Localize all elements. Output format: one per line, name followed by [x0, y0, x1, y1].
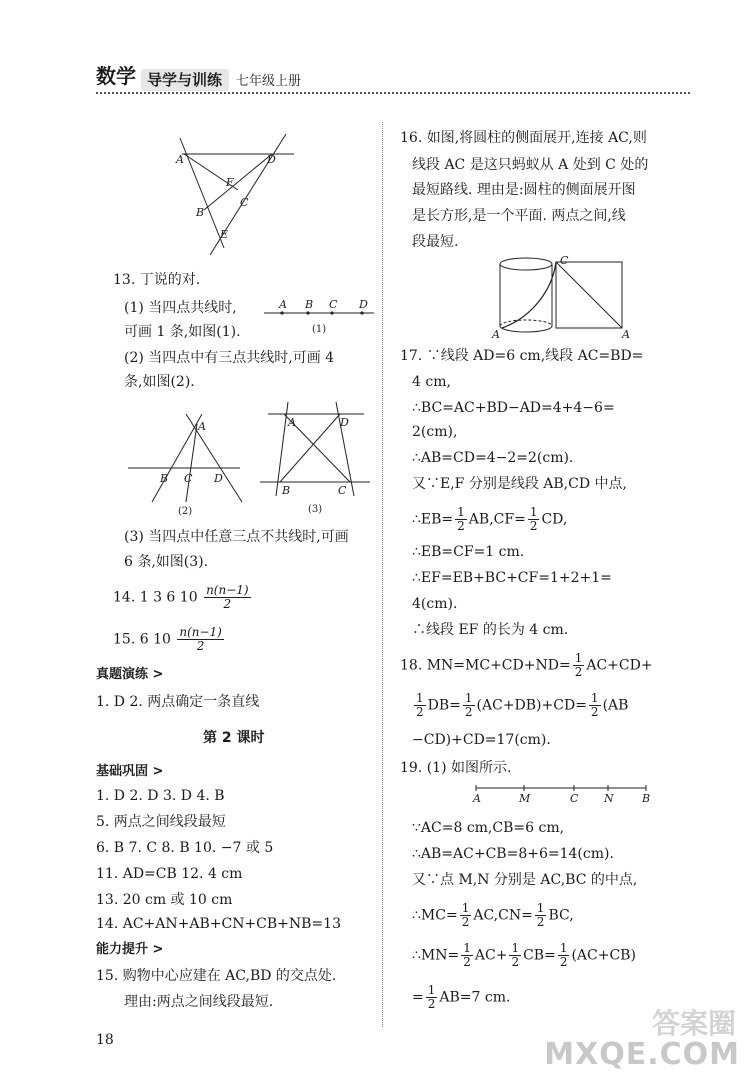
- q14-answer: [113, 584, 253, 611]
- q17-eb-eq: ∴EB=: [412, 511, 454, 528]
- q19-line2: ∵AC=8 cm,CB=6 cm,: [412, 820, 565, 836]
- q13-title: 13. 丁说的对.: [113, 272, 201, 288]
- half-den: 2: [416, 705, 424, 719]
- half-num: 1: [536, 901, 545, 915]
- column-divider: [382, 122, 383, 1027]
- watermark-url: MXQE.COM: [544, 1037, 740, 1072]
- figure-segment-amcnb: [470, 780, 660, 804]
- half-num: 1: [461, 901, 470, 915]
- series-title: 导学与训练: [147, 71, 223, 89]
- q17-line7: [412, 506, 567, 533]
- fig-label-a: A: [176, 153, 184, 166]
- q19-line1: 19. (1) 如图所示.: [400, 760, 512, 776]
- q13-case2: (2) 当四点中有三点共线时,可画 4: [124, 350, 335, 366]
- half-fraction: [573, 652, 585, 679]
- section-ability: 能力提升 >: [96, 942, 164, 957]
- fig3-caption: (3): [308, 504, 323, 515]
- q19-line7: [412, 984, 510, 1011]
- q18-acdb: (AC+DB)+CD=: [476, 697, 587, 714]
- q14-fraction: [204, 584, 251, 611]
- seg-label-c: C: [570, 792, 579, 804]
- q19-mc-eq: ∴MC=: [412, 907, 458, 924]
- half-num: 1: [529, 505, 538, 519]
- q19-line5: [412, 902, 574, 929]
- seg-label-n: N: [604, 792, 614, 804]
- ability-15-reason: 理由:两点之间线段最短.: [124, 994, 274, 1010]
- basic-6-10: 6. B 7. C 8. B 10. −7 或 5: [96, 840, 274, 856]
- figure-triangle-lines: [172, 130, 302, 260]
- real-exam-answers: 1. D 2. 两点确定一条直线: [96, 694, 260, 710]
- q19-eq-sign: =: [412, 989, 424, 1006]
- q18-line2: [412, 692, 628, 719]
- q18-db: DB=: [427, 697, 461, 714]
- q19-mn-eq: ∴MN=: [412, 947, 460, 964]
- half-den: 2: [511, 955, 520, 969]
- q17-cf-eq: AB,CF=: [468, 511, 526, 528]
- half-den: 2: [461, 915, 470, 929]
- fig2-label-c: C: [184, 472, 193, 485]
- fig3-label-a: A: [288, 416, 296, 429]
- q17-line6: 又∵E,F 分别是线段 AB,CD 中点,: [412, 476, 627, 492]
- grade-label: 七年级上册: [236, 74, 302, 89]
- half-den: 2: [574, 665, 583, 679]
- q19-line4: 又∵点 M,N 分别是 AC,BC 的中点,: [412, 872, 638, 888]
- fig3-label-d: D: [340, 416, 349, 429]
- q19-ac-plus: AC+: [474, 947, 508, 964]
- q16-line3: 最短路线. 理由是:圆柱的侧面展开图: [412, 182, 636, 198]
- ability-15: 15. 购物中心应建在 AC,BD 的交点处.: [96, 968, 337, 984]
- half-fraction: [535, 902, 547, 929]
- q15-answer: [113, 626, 226, 653]
- half-fraction: [455, 506, 467, 533]
- fig2-label-a: A: [198, 420, 206, 433]
- q17-line10: 4(cm).: [412, 596, 458, 612]
- fig2-label-b: B: [160, 472, 169, 485]
- fig1-label-d: D: [359, 298, 368, 311]
- q18-ac-cd: AC+CD+: [586, 657, 653, 674]
- half-num: 1: [574, 651, 583, 665]
- q19-ac-cb: (AC+CB): [571, 947, 636, 964]
- half-den: 2: [463, 955, 471, 969]
- q13-case3: (3) 当四点中任意三点不共线时,可画: [124, 529, 349, 545]
- figure-3-quadrilateral: [258, 400, 374, 518]
- q17-line3: ∴BC=AC+BD−AD=4+4−6=: [412, 400, 615, 416]
- basic-1-4: 1. D 2. D 3. D 4. B: [96, 788, 225, 804]
- half-num: 1: [463, 941, 471, 955]
- seg-label-a: A: [473, 792, 481, 804]
- fig-label-b: B: [196, 206, 205, 219]
- figure-2-three-collinear: [124, 410, 248, 520]
- q15-frac-num: n(n−1): [179, 625, 222, 639]
- fig1-caption: (1): [312, 324, 327, 335]
- fig3-label-b: B: [282, 484, 291, 497]
- half-fraction: [426, 984, 438, 1011]
- cyl-label-a-left: A: [492, 328, 500, 340]
- seg-label-b: B: [642, 792, 651, 804]
- half-fraction: [558, 942, 570, 969]
- half-fraction: [414, 692, 426, 719]
- half-num: 1: [416, 691, 424, 705]
- lesson-2-title: 第 2 课时: [203, 730, 265, 746]
- q14-frac-den: 2: [223, 597, 232, 611]
- fig1-label-b: B: [305, 298, 314, 311]
- q19-line3: ∴AB=AC+CB=8+6=14(cm).: [412, 846, 614, 862]
- cyl-label-a-right: A: [622, 328, 630, 340]
- half-den: 2: [559, 955, 568, 969]
- q16-line2: 线段 AC 是这只蚂蚁从 A 处到 C 处的: [412, 157, 649, 173]
- q17-line9: ∴EF=EB+BC+CF=1+2+1=: [412, 570, 612, 586]
- seg-label-m: M: [519, 792, 531, 804]
- q18-mn-eq: 18. MN=MC+CD+ND=: [400, 657, 571, 674]
- basic-11-12: 11. AD=CB 12. 4 cm: [96, 866, 243, 882]
- q13-case3-cont: 6 条,如图(3).: [124, 554, 209, 570]
- watermark-logo: 答案圈: [651, 1007, 736, 1040]
- q17-cd: CD,: [541, 511, 568, 528]
- half-num: 1: [511, 941, 520, 955]
- fig-label-f: F: [226, 176, 234, 189]
- half-num: 1: [457, 505, 465, 519]
- section-real-exam: 真题演练 >: [96, 667, 164, 682]
- q18-line1: [400, 652, 653, 679]
- q17-line5: ∴AB=CD=4−2=2(cm).: [412, 450, 574, 466]
- q19-cn-eq: AC,CN=: [473, 907, 533, 924]
- half-num: 1: [464, 691, 473, 705]
- fig-label-d: D: [267, 153, 276, 166]
- q17-line4: 2(cm),: [412, 424, 458, 440]
- half-den: 2: [457, 519, 465, 533]
- half-den: 2: [464, 705, 473, 719]
- fig2-caption: (2): [178, 506, 193, 517]
- q13-case1: (1) 当四点共线时,: [124, 300, 237, 316]
- figure-1-collinear: [262, 298, 376, 338]
- q17-line2: 4 cm,: [412, 374, 451, 390]
- q17-line11: ∴线段 EF 的长为 4 cm.: [412, 622, 569, 638]
- section-basic: 基础巩固 >: [96, 764, 164, 779]
- fig3-label-c: C: [338, 484, 347, 497]
- half-den: 2: [590, 705, 599, 719]
- q14-frac-num: n(n−1): [206, 583, 249, 597]
- half-fraction: [509, 942, 521, 969]
- q18-ab: (AB: [602, 697, 629, 714]
- q13-case1-cont: 可画 1 条,如图(1).: [124, 324, 241, 340]
- basic-13: 13. 20 cm 或 10 cm: [96, 892, 233, 908]
- q15-fraction: [177, 626, 224, 653]
- q17-line8: ∴EB=CF=1 cm.: [412, 544, 525, 560]
- q19-ab-result: AB=7 cm.: [439, 989, 511, 1006]
- header-divider: [96, 92, 690, 94]
- q16-line5: 段最短.: [412, 234, 459, 250]
- half-den: 2: [529, 519, 538, 533]
- half-fraction: [589, 692, 601, 719]
- q15-frac-den: 2: [196, 639, 205, 653]
- q16-line4: 是长方形,是一个平面. 两点之间,线: [412, 208, 626, 224]
- page-number: 18: [96, 1032, 114, 1048]
- fig1-label-a: A: [279, 298, 287, 311]
- fig1-label-c: C: [329, 298, 338, 311]
- cyl-label-c: C: [560, 254, 569, 267]
- q19-line6: [412, 942, 636, 969]
- half-num: 1: [590, 691, 599, 705]
- half-fraction: [461, 942, 473, 969]
- subject-title: 数学: [96, 64, 136, 88]
- fig-label-e: E: [220, 228, 229, 241]
- fig-label-c: C: [240, 196, 249, 209]
- half-den: 2: [536, 915, 545, 929]
- half-fraction: [463, 692, 475, 719]
- q15-values: 15. 6 10: [113, 631, 171, 648]
- half-den: 2: [427, 997, 436, 1011]
- q14-values: 14. 1 3 6 10: [113, 589, 198, 606]
- q19-bc: BC,: [548, 907, 574, 924]
- q18-line3: −CD)+CD=17(cm).: [412, 732, 551, 748]
- half-fraction: [460, 902, 472, 929]
- q13-case2-cont: 条,如图(2).: [124, 374, 195, 390]
- fig2-label-d: D: [214, 472, 223, 485]
- q17-line1: 17. ∵线段 AD=6 cm,线段 AC=BD=: [400, 348, 644, 364]
- half-num: 1: [559, 941, 568, 955]
- figure-cylinder-unfolded: [490, 252, 640, 340]
- half-num: 1: [427, 983, 436, 997]
- half-fraction: [528, 506, 540, 533]
- q16-line1: 16. 如图,将圆柱的侧面展开,连接 AC,则: [400, 130, 647, 146]
- basic-5: 5. 两点之间线段最短: [96, 814, 226, 830]
- q19-cb-eq: CB=: [523, 947, 556, 964]
- basic-14: 14. AC+AN+AB+CN+CB+NB=13: [96, 916, 341, 932]
